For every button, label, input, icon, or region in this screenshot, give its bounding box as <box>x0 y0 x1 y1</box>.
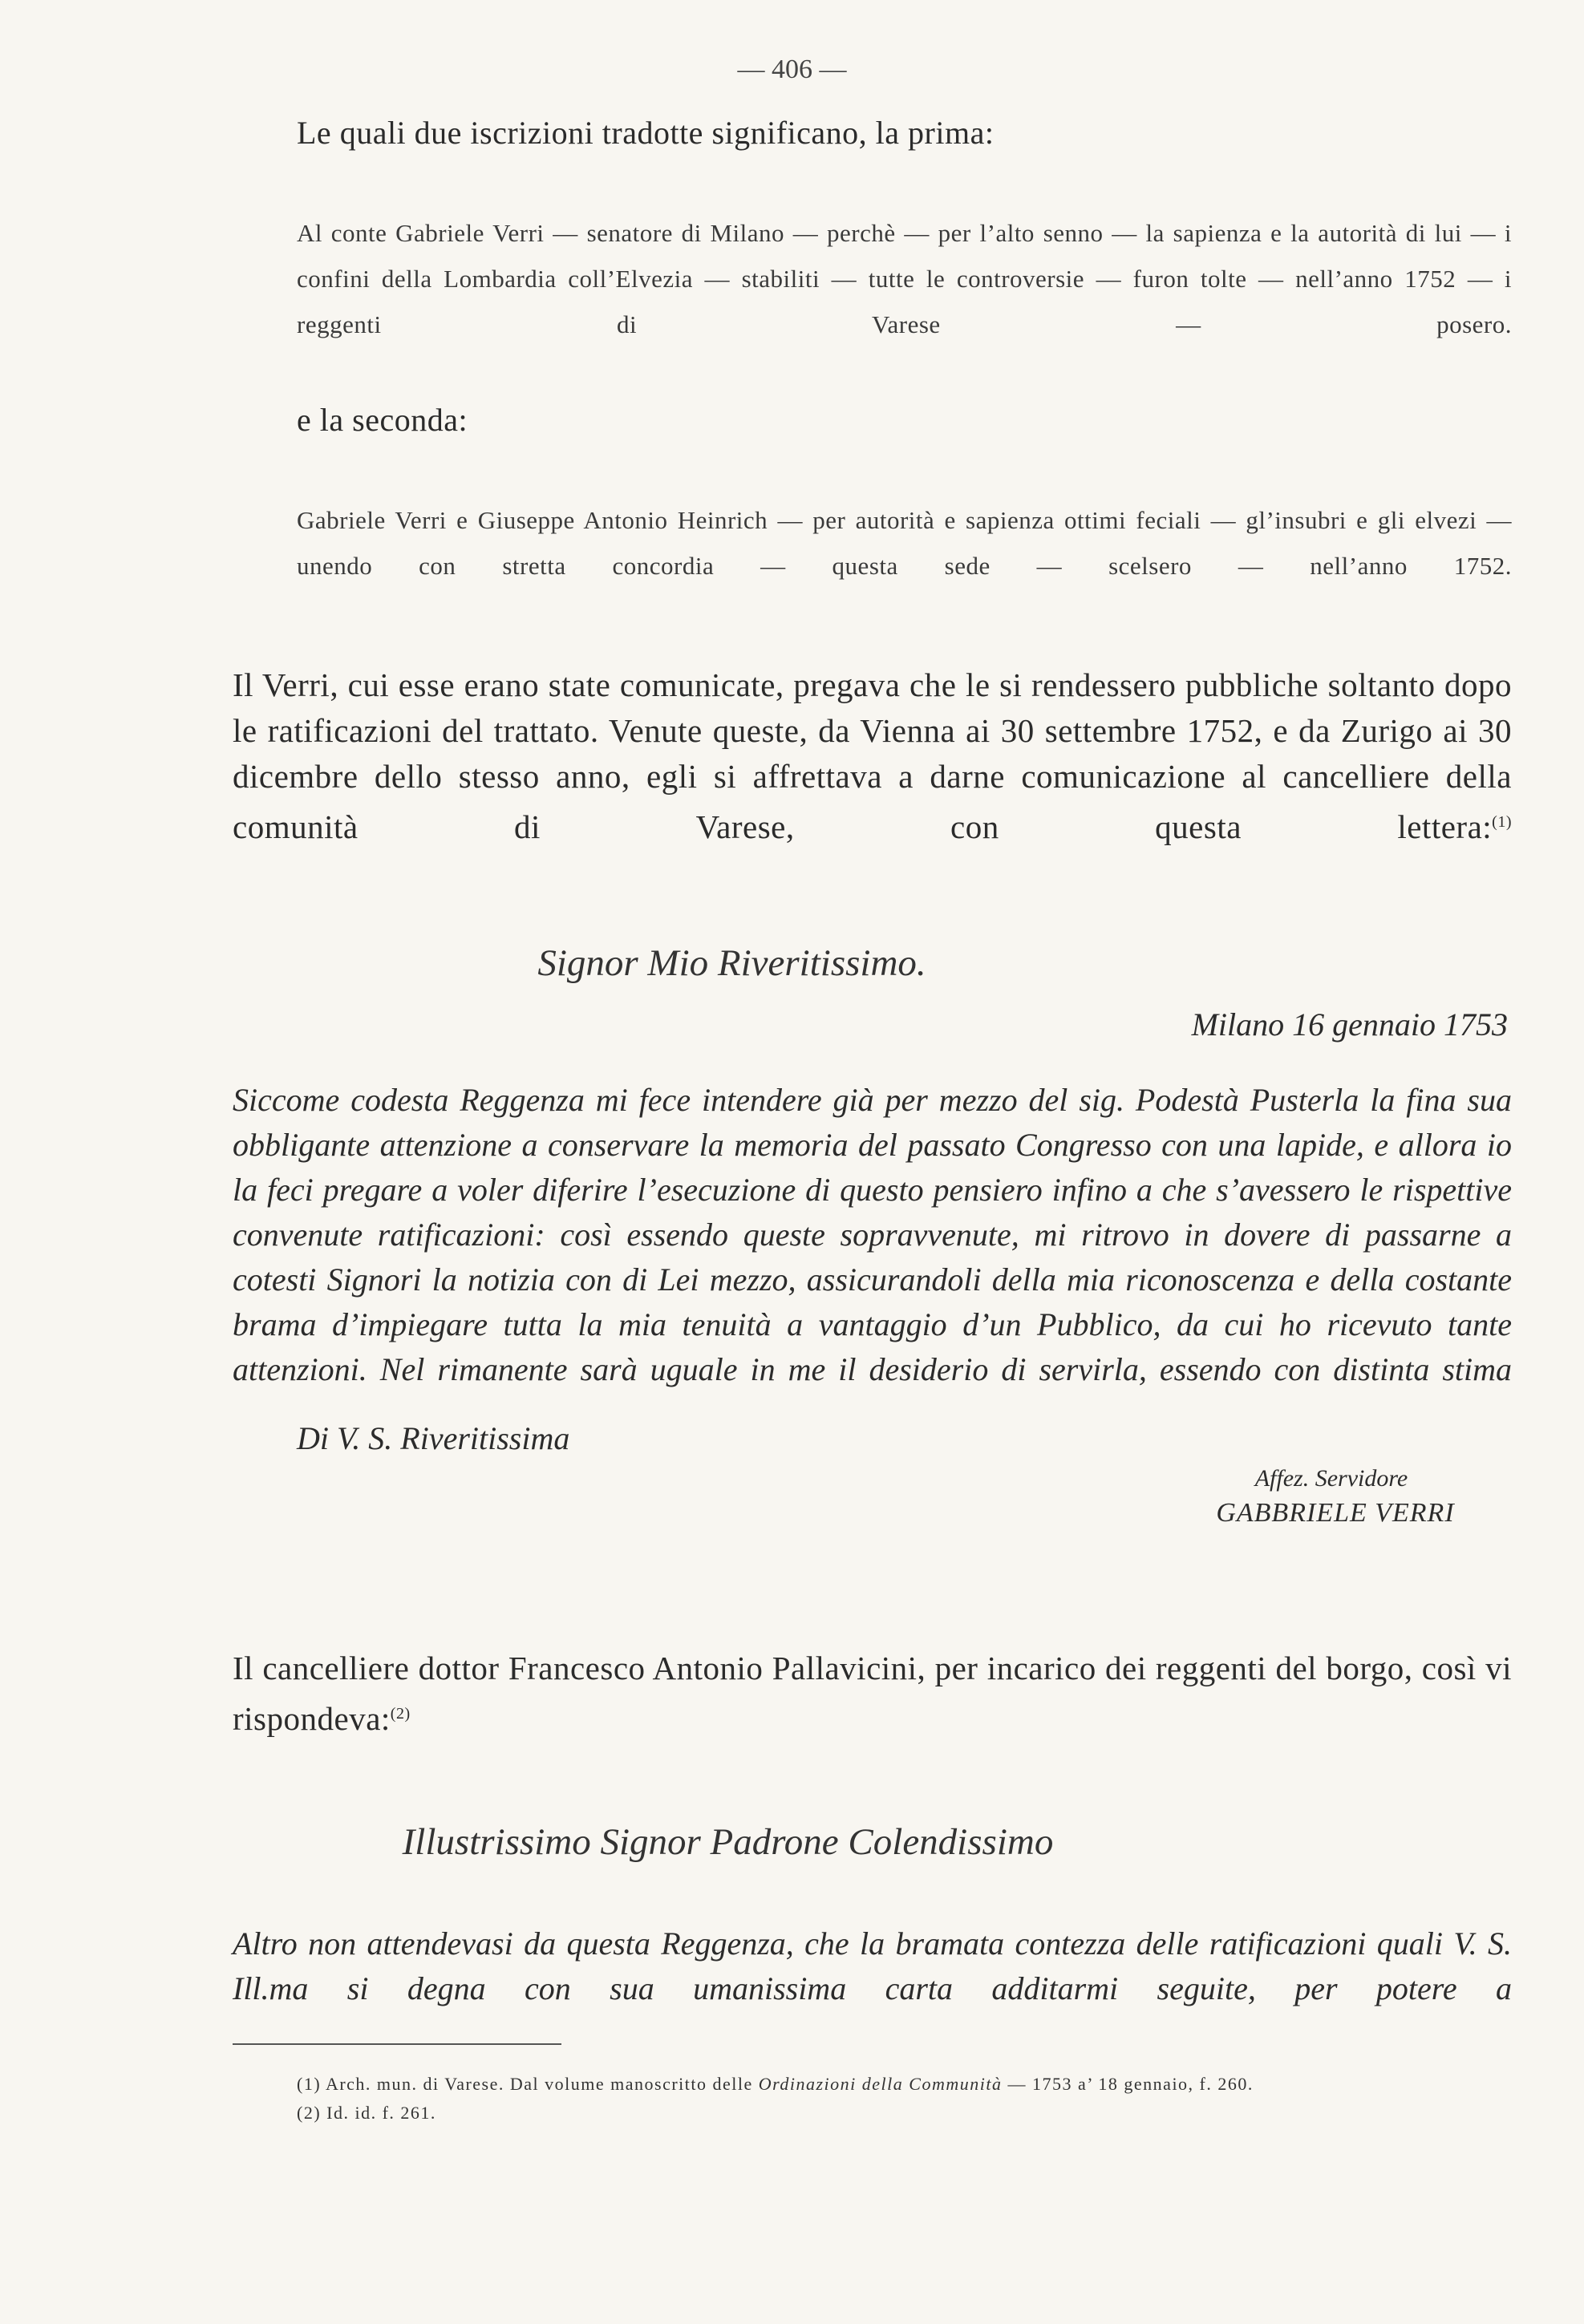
letter-1-closing: Di V. S. Riveritissima <box>297 1420 570 1456</box>
footnote-1-date: — 1753 a’ 18 gennaio, f. 260. <box>1007 2074 1254 2094</box>
intro-line: Le quali due iscrizioni tradotte significano, la prima: <box>297 115 995 151</box>
paragraph-1 <box>233 662 1512 850</box>
second-inscription-label: e la seconda: <box>297 402 468 438</box>
letter-1-signer: GABBRIELE VERRI <box>1216 1498 1455 1528</box>
footnote-1-title: Ordinazioni della Communità <box>758 2074 1003 2094</box>
letter-1-servant: Affez. Servidore <box>1254 1465 1408 1492</box>
letter-2-salutation: Illustrissimo Signor Padrone Colendissimo <box>402 1821 1054 1863</box>
paragraph-1-text: Il Verri, cui esse erano state comunicate, pregava che le si rendessero pubbliche soltanto dopo le ratificazioni del trattato. Venute queste, da Vienna ai 30 settembre 1752, e da Zurigo ai 30 dicembre dello stesso anno, egli si affrettava a darne comunicazione al cancelliere della comunità di Varese, con questa lettera: <box>233 666 1512 845</box>
inscription-2: Gabriele Verri e Giuseppe Antonio Heinrich — per autorità e sapienza ottimi feciali — gl’insubri e gli elvezi — unendo con stretta concordia — questa sede — scelsero — nell’anno 1752. <box>297 506 1512 580</box>
footnote-1 <box>297 2074 1254 2095</box>
inscription-1: Al conte Gabriele Verri — senatore di Milano — perchè — per l’alto senno — la sapienza e la autorità di lui — i confini della Lombardia coll’Elvezia — stabiliti — tutte le controversie — furon tolte — nell’anno 1752 — i reggenti di Varese — posero. <box>297 219 1512 338</box>
page-number: — 406 — <box>737 55 847 84</box>
paragraph-2-text: Il cancelliere dottor Francesco Antonio Pallavicini, per incarico dei reggenti del borgo, così vi rispondeva: <box>233 1650 1512 1737</box>
footnote-ref-2: (2) <box>390 1705 411 1723</box>
letter-1-body: Siccome codesta Reggenza mi fece intendere già per mezzo del sig. Podestà Pusterla la fina sua obbligante attenzione a conservare la memoria del passato Congresso con una lapide, e allora io la feci pregare a voler diferire l’esecuzione di questo pensiero infino a che s’avessero le rispettive convenute ratificazioni: così essendo queste sopravvenute, mi ritrovo in dovere di passarne a cotesti Signori la notizia con di Lei mezzo, assicurandoli della mia riconoscenza e della costante brama d’impiegare tutta la mia tenuità a vantaggio d’un Pubblico, da cui ho ricevuto tante attenzioni. Nel rimanente sarà uguale in me il desiderio di servirla, essendo con distinta stima <box>233 1082 1512 1387</box>
footnote-1-source: (1) Arch. mun. di Varese. Dal volume manoscritto delle <box>297 2074 753 2094</box>
paragraph-2 <box>233 1646 1512 1742</box>
letter-2-body: Altro non attendevasi da questa Reggenza, che la bramata contezza delle ratificazioni quali V. S. Ill.ma si degna con sua umanissima carta additarmi seguite, per potere a <box>233 1925 1512 2006</box>
letter-1-salutation: Signor Mio Riveritissimo. <box>537 942 926 984</box>
letter-1-date: Milano 16 gennaio 1753 <box>1191 1006 1508 1043</box>
footnote-divider <box>233 2043 561 2045</box>
footnote-2: (2) Id. id. f. 261. <box>297 2103 436 2123</box>
footnote-ref-1: (1) <box>1492 813 1512 831</box>
